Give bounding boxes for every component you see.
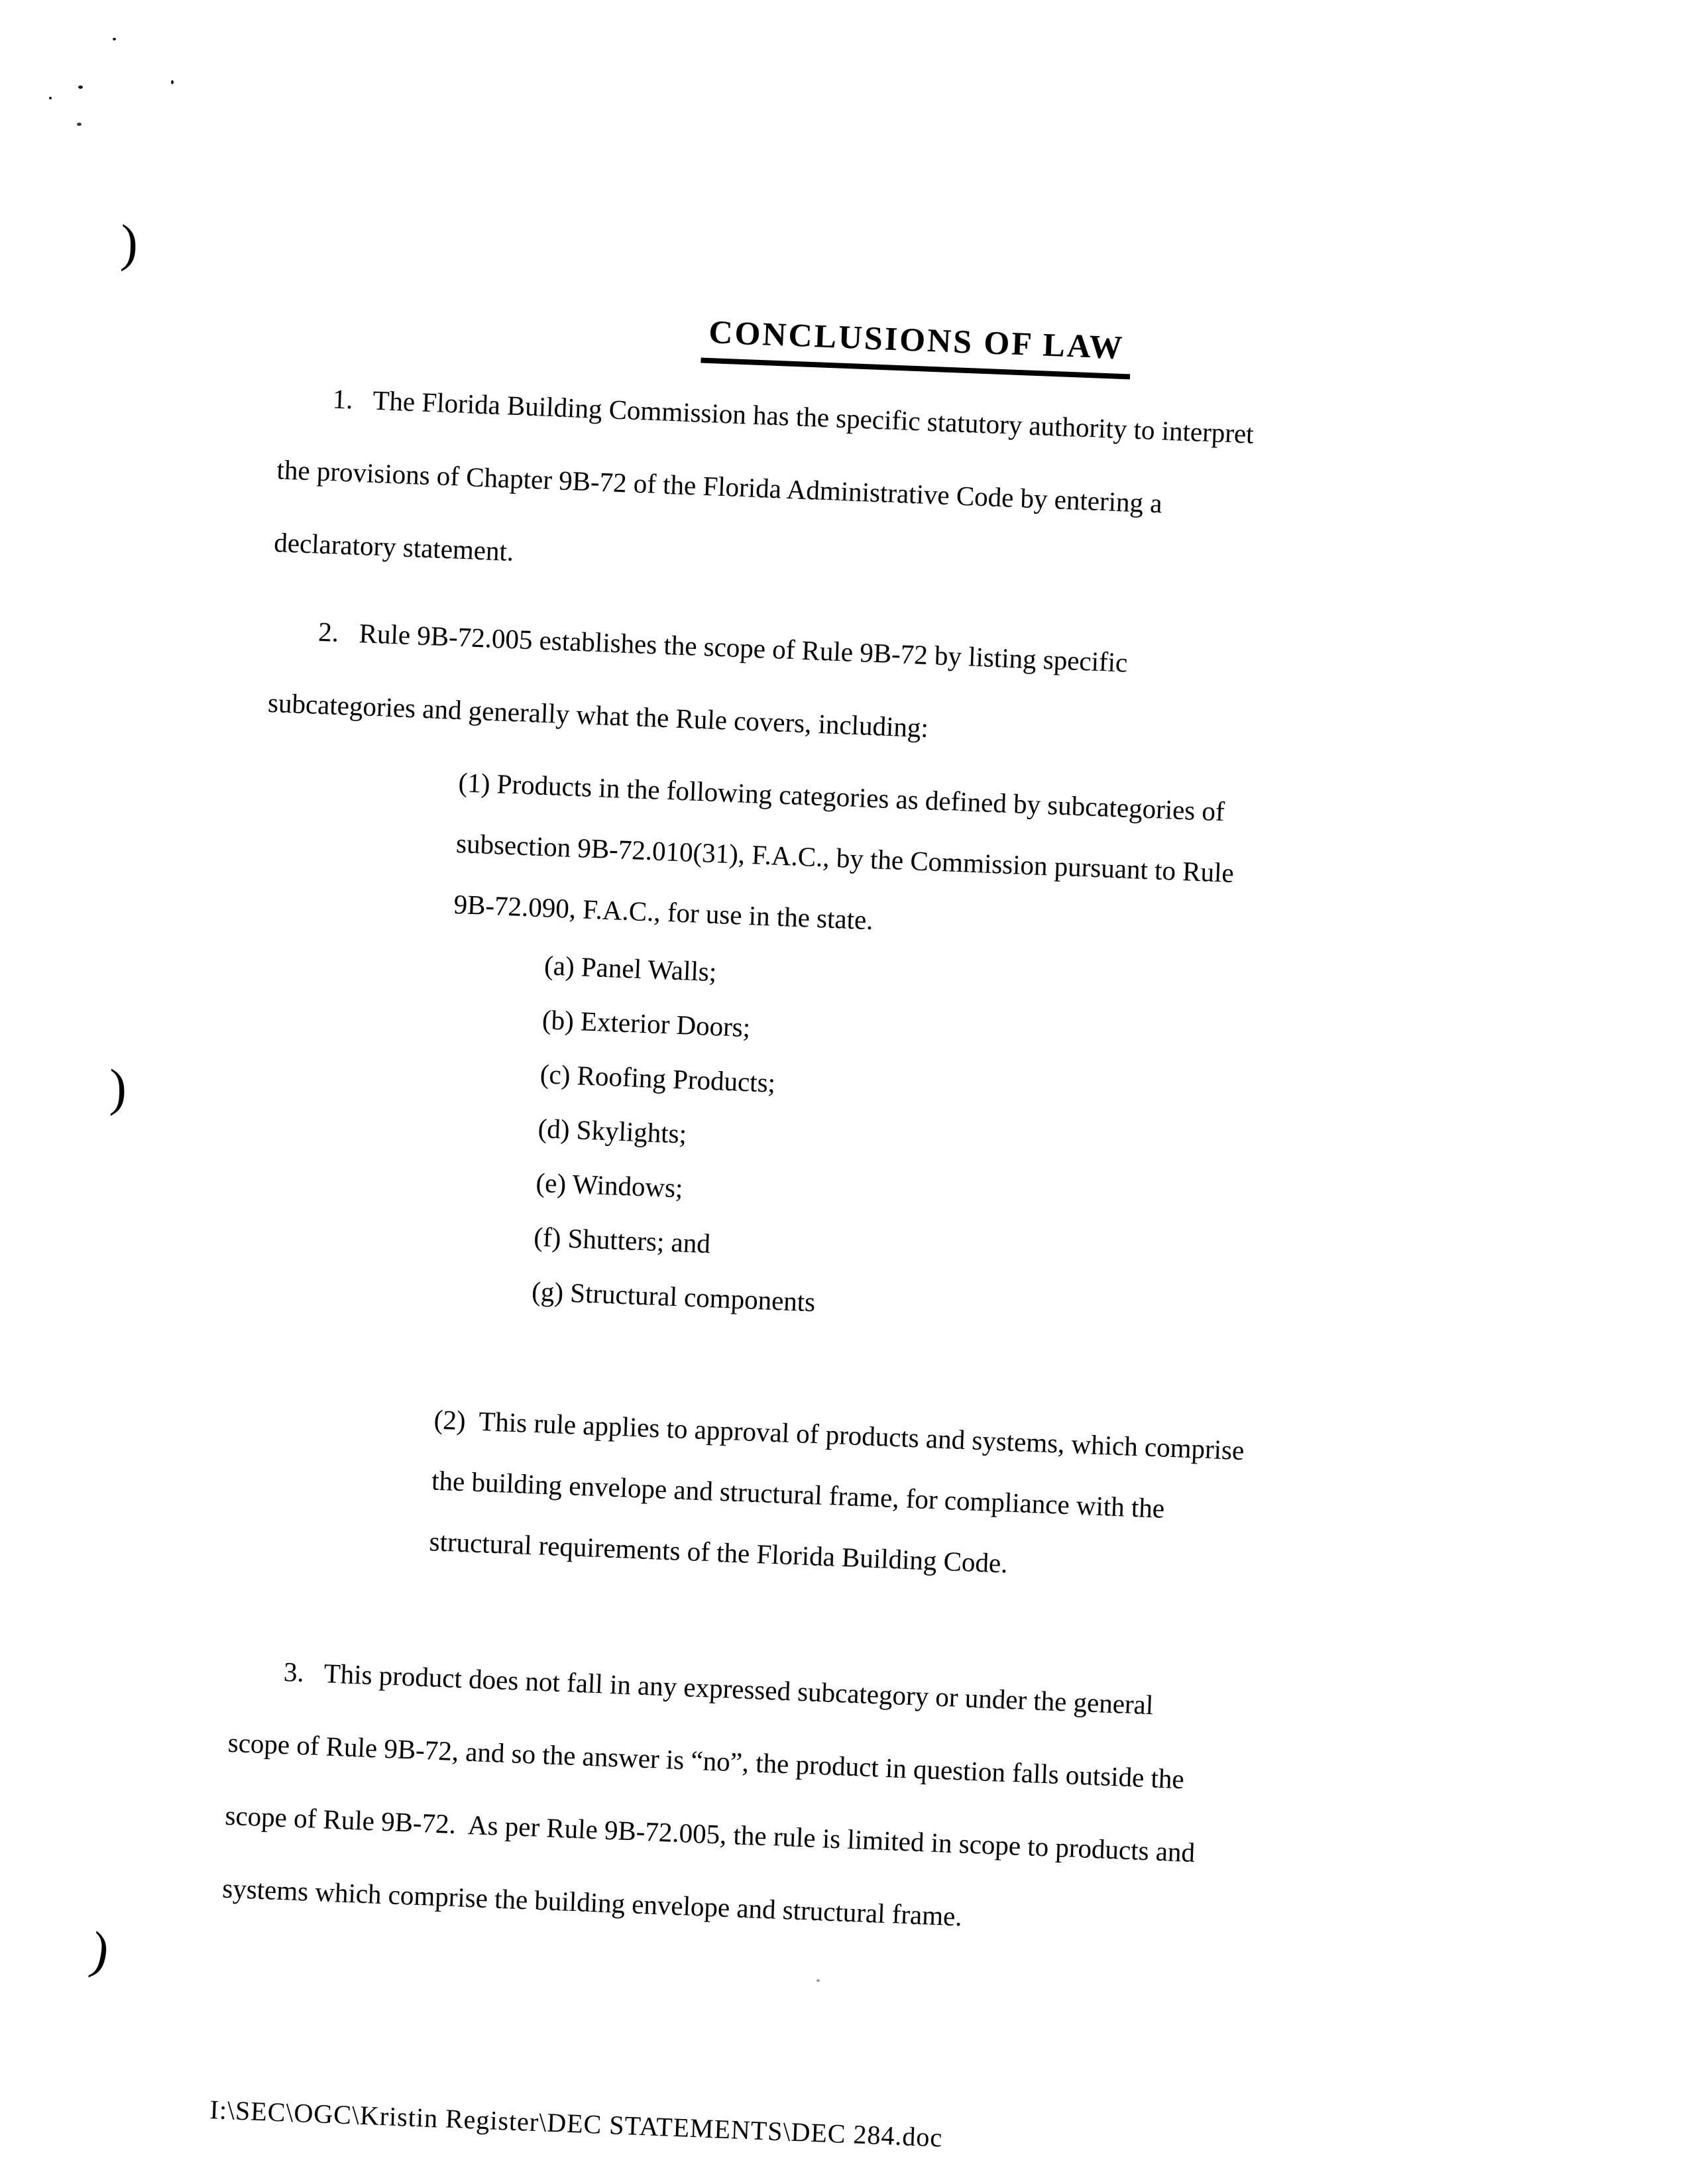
subsection-2: (2) This rule applies to approval of products and systems, which comprise the building envelope and structural frame, for compliance with the structural requirements of the Florida Building Code.: [428, 1404, 1245, 1579]
subsection-1: (1) Products in the following categories as defined by subcategories of subsection 9B-72.010(31), F.A.C., by the Commission pursuant to Rule 9B-72.090, F.A.C., for use in the state.: [453, 766, 1235, 936]
category-list: [531, 938, 1499, 1355]
scan-noise-speck: [78, 86, 83, 89]
scan-noise-speck: [113, 38, 116, 40]
scan-noise-speck: [49, 97, 52, 99]
left-margin-paren-mark: ): [119, 213, 139, 272]
left-margin-paren-mark: ): [109, 1058, 127, 1117]
left-margin-paren-mark: ): [86, 1920, 114, 1981]
list-item-d: (d) Skylights;: [537, 1112, 687, 1149]
document-title: CONCLUSIONS OF LAW: [701, 312, 1132, 380]
list-item-a: (a) Panel Walls;: [543, 950, 718, 988]
document-body: [208, 292, 1524, 2176]
scan-noise-speck: [171, 80, 174, 84]
list-item-g: (g) Structural components: [531, 1275, 817, 1318]
list-item-f: (f) Shutters; and: [533, 1221, 711, 1259]
document-file-path: I:\SEC\OGC\Kristin Register\DEC STATEMENTS\DEC 284.doc: [209, 2095, 944, 2153]
paragraph-2: 2. Rule 9B-72.005 establishes the scope of Rule 9B-72 by listing specific subcategories and generally what the Rule covers, including:: [267, 616, 1129, 744]
paragraph-1: 1. The Florida Building Commission has the specific statutory authority to interpret the provisions of Chapter 9B-72 of the Florida Administrative Code by entering a declaratory statement.: [273, 383, 1255, 567]
paragraph-3: 3. This product does not fall in any expressed subcategory or under the general scope of Rule 9B-72, and so the answer is “no”, the product in question falls outside the scope of Rule 9B-72. As per Rule 9B-72.005, the rule is limited in scope to products and systems which comprise the building envelope and structural frame.: [221, 1656, 1196, 1932]
list-item-e: (e) Windows;: [535, 1167, 684, 1204]
list-item-c: (c) Roofing Products;: [539, 1059, 776, 1098]
scan-noise-speck: [77, 123, 82, 126]
list-item-b: (b) Exterior Doors;: [541, 1004, 752, 1043]
